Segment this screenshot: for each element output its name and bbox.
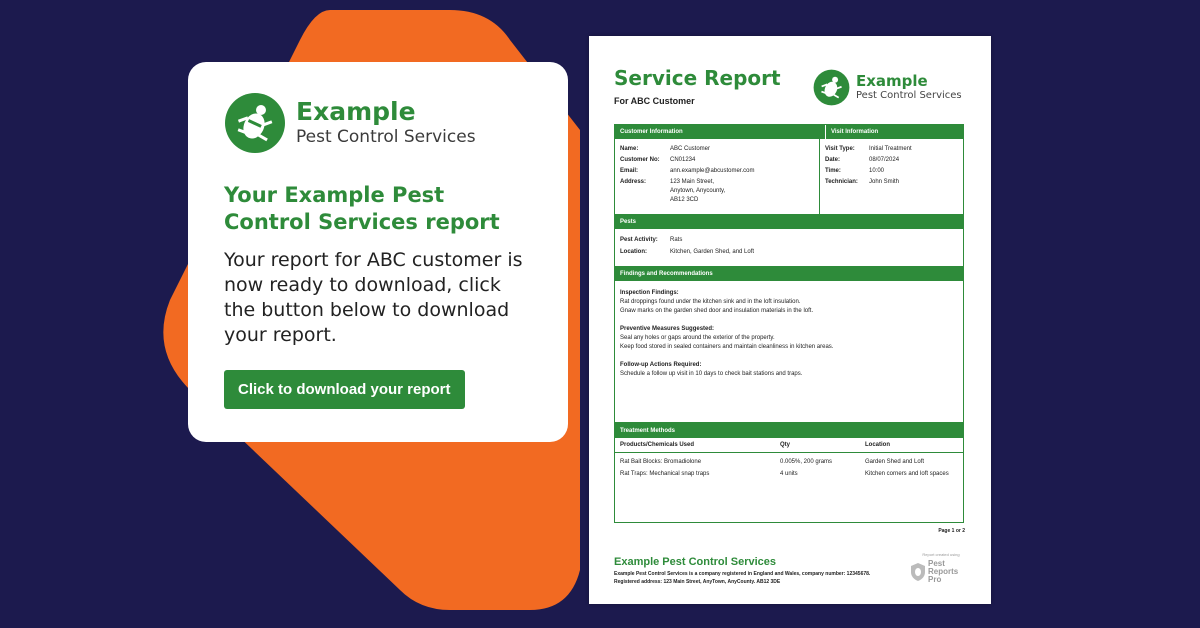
visit-time-row: Time: 10:00: [825, 168, 885, 174]
pest-location-row: Location: Kitchen, Garden Shed, and Loft: [620, 249, 755, 255]
findings-header: Findings and Recommendations: [615, 267, 963, 281]
col-products: Products/Chemicals Used: [615, 438, 775, 453]
follow-up-actions: Follow-up Actions Required: Schedule a follow up visit in 10 days to check bait stations and traps.: [620, 362, 803, 377]
table-row: Rat Traps: Mechanical snap traps 4 units Kitchen corners and loft spaces: [620, 471, 949, 477]
pests-header: Pests: [615, 215, 963, 229]
report-logo: [813, 69, 962, 106]
report-title: Service Report: [614, 66, 781, 90]
shield-bug-icon: [911, 563, 925, 581]
bug-shield-icon: [224, 92, 286, 154]
report-brand-tagline: Pest Control Services: [856, 90, 962, 101]
treatment-header: Treatment Methods: [615, 424, 963, 438]
pr-brand-line-3: Pro: [928, 575, 942, 584]
footer-title: Example Pest Control Services: [614, 556, 777, 568]
treatment-section: [614, 423, 964, 523]
customer-name-row: Name: ABC Customer: [620, 146, 711, 152]
customer-visit-section: [614, 124, 964, 215]
customer-number-row: Customer No: CN01234: [620, 157, 696, 163]
card-heading: Your Example Pest Control Services report: [224, 183, 500, 234]
card-message: Your report for ABC customer is now ready to download, click the button below to download your report.: [224, 249, 523, 346]
download-report-button[interactable]: Click to download your report: [224, 370, 465, 409]
company-logo: [224, 92, 532, 154]
preventive-measures: Preventive Measures Suggested: Seal any holes or gaps around the exterior of the property. Keep food stored in sealed containers and maintain cleanliness in kitchen areas.: [620, 326, 834, 350]
pests-section: [614, 215, 964, 267]
findings-section: [614, 267, 964, 423]
visit-date-row: Date: 08/07/2024: [825, 157, 900, 163]
table-row: Rat Bait Blocks: Bromadiolone 0.005%, 200 grams Garden Shed and Loft: [620, 459, 925, 465]
bug-shield-icon: [813, 69, 850, 106]
visit-info-header: Visit Information: [825, 125, 963, 139]
treatment-table: [615, 438, 963, 480]
download-card: [188, 62, 568, 442]
report-preview: [589, 36, 991, 604]
inspection-findings: Inspection Findings: Rat droppings found under the kitchen sink and in the loft insulation. Gnaw marks on the garden shed door and insulation materials in the loft.: [620, 290, 814, 314]
pest-activity-row: Pest Activity: Rats: [620, 237, 683, 243]
pest-reports-pro-logo: [911, 552, 971, 584]
visit-type-row: Visit Type: Initial Treatment: [825, 146, 912, 152]
brand-name: Example: [296, 97, 416, 126]
pr-brand-line-1: Pest: [928, 559, 945, 568]
page-number: Page 1 or 2: [938, 528, 965, 534]
col-qty: Qty: [775, 438, 860, 453]
customer-info-header: Customer Information: [615, 125, 825, 139]
customer-email-row: Email: ann.example@abcustomer.com: [620, 168, 755, 174]
report-brand-name: Example: [856, 72, 928, 90]
pr-brand-line-2: Reports: [928, 567, 959, 576]
footer-address-line: Registered address: 123 Main Street, AnyTown, AnyCounty. AB12 3DE: [614, 579, 781, 585]
report-subtitle: For ABC Customer: [614, 96, 695, 106]
col-location: Location: [860, 438, 963, 453]
brand-tagline: Pest Control Services: [296, 127, 476, 147]
footer-company-line: Example Pest Control Services is a company registered in England and Wales, company number: 12345678.: [614, 571, 871, 577]
customer-address-row: Address: 123 Main Street, Anytown, Anycounty, AB12 3CD: [620, 179, 726, 203]
technician-row: Technician: John Smith: [825, 179, 900, 185]
powered-by-text: Report created using: [922, 552, 960, 557]
